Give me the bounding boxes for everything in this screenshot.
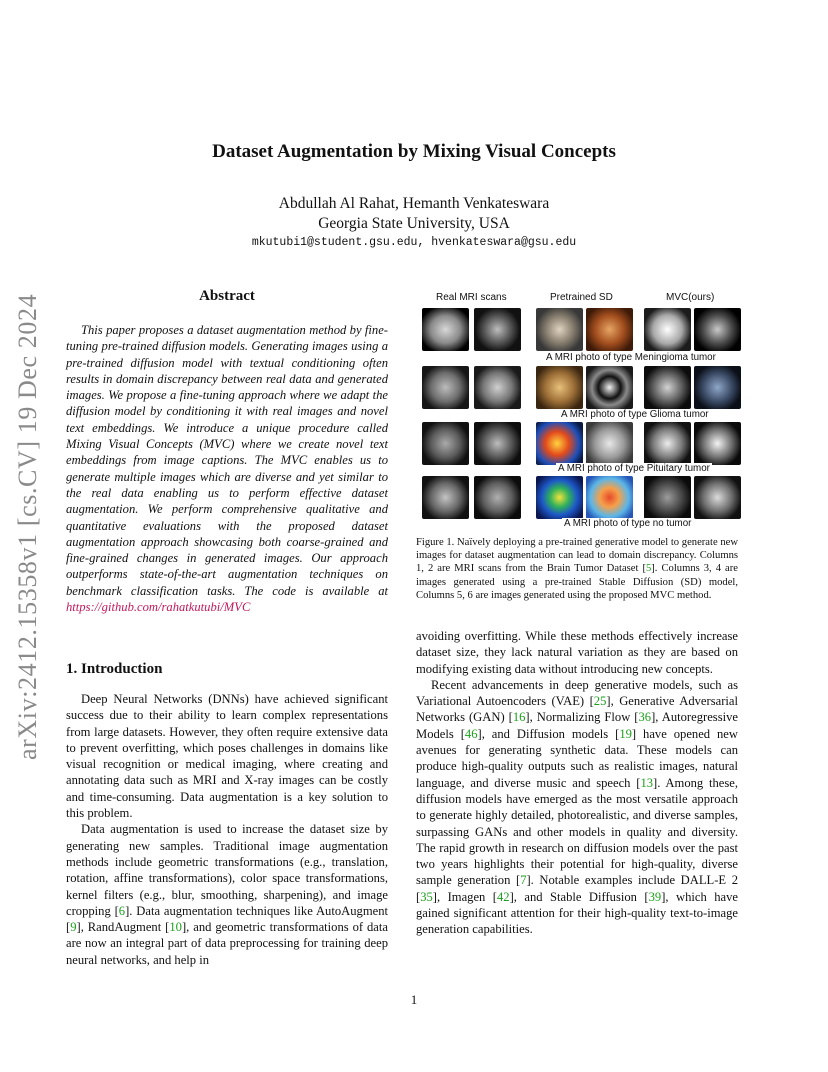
figure-header-mvc: MVC(ours) (666, 292, 715, 303)
citation-link[interactable]: 25 (593, 694, 607, 709)
citation-link[interactable]: 9 (70, 920, 77, 935)
text-run: ], Generative Adversarial Networks (GAN) [ (416, 694, 738, 725)
paper-affiliation: Georgia State University, USA (318, 215, 510, 232)
text-run: Recent advancements in deep generative models, such as Variational Autoencoders (VAE) [ (416, 677, 738, 709)
author-emails: mkutubi1@student.gsu.edu, hvenkateswara@gsu.edu (251, 236, 577, 249)
mri-scan-image (474, 476, 521, 519)
citation-link[interactable]: 46 (464, 726, 478, 741)
citation-link[interactable]: 13 (640, 775, 654, 790)
generated-image (586, 366, 633, 409)
intro-heading: 1. Introduction (66, 661, 163, 677)
text-run: Data augmentation is used to increase the dataset size by generating new samples. Traditional image augmentation methods include geometric transformations (e.g., translation, rotation, affine transformations), color space transformations, kernel filters (e.g., blur, smoothing, sharpening), and image cropping [ (66, 822, 388, 918)
abstract-section (66, 322, 388, 615)
left-column-body (66, 691, 388, 968)
code-link[interactable]: https://github.com/rahatkutubi/MVC (66, 600, 251, 615)
text-run: ], Autoregressive Models [ (416, 710, 738, 741)
citation-link[interactable]: 10 (169, 920, 182, 935)
intro-paragraph-1: Deep Neural Networks (DNNs) have achieved significant success due to their ability to learn complex representations from large datasets. However, they often require extensive data to prevent overfitting, which poses challenges in domains like visual recognition or medical imaging, where creating and annotating data such as MRI and X-ray images can be costly and time-consuming. Data augmentation is a key solution to this problem. (66, 692, 388, 821)
figure-1-caption (416, 536, 738, 602)
citation-link[interactable]: 16 (512, 710, 526, 725)
mri-scan-image (474, 308, 521, 351)
paper-title: Dataset Augmentation by Mixing Visual Concepts (212, 141, 616, 162)
intro-paragraph-3: avoiding overfitting. While these methods effectively increase dataset size, they lack natural variation as they are based on modifying existing data without introducing new concepts. (416, 629, 738, 676)
citation-link[interactable]: 19 (619, 726, 632, 741)
text-run: ], and Diffusion models [ (477, 726, 620, 741)
abstract-paragraph (66, 322, 388, 615)
generated-image (536, 308, 583, 351)
mri-scan-image (422, 476, 469, 519)
text-run: ], and geometric transformations of data are now an integral part of data preprocessing for training deep neural networks, and help in (66, 920, 388, 967)
right-column-body (416, 628, 738, 938)
text-run: ], which have gained significant attention for their high-quality text-to-image generation capabilities. (416, 889, 738, 937)
arxiv-stamp: arXiv:2412.15358v1 [cs.CV] 19 Dec 2024 (13, 293, 42, 760)
generated-image (694, 366, 741, 409)
text-run: Figure 1. Naïvely deploying a pre-trained generative model to generate new images for dataset augmentation can lead to domain discrepancy. Columns 1, 2 are MRI scans from the Brain Tumor Dataset [ (416, 537, 738, 575)
generated-image (586, 308, 633, 351)
row-label: A MRI photo of type Pituitary tumor (558, 463, 710, 474)
text-run: ], Imagen [ (432, 889, 497, 904)
abstract-text: This paper proposes a dataset augmentation method by fine-tuning pre-trained diffusion models. Generating images using a pre-trained diffusion model with textual conditioning often results in domain discrepancy between real data and generated images. We propose a fine-tuning approach where we adapt the diffusion model by conditioning it with real images and novel text embeddings. We introduce a unique procedure called Mixing Visual Concepts (MVC) where we create novel text embeddings from image captions. The MVC enables us to generate multiple images which are diverse and yet similar to the real data enabling us to perform effective dataset augmentation. We perform comprehensive qualitative and quantitative evaluations with the proposed dataset augmentation approach showcasing both coarse-grained and fine-grained changes in generated images. Our approach outperforms state-of-the-art augmentation techniques on benchmark classification tasks. The code is available at (66, 323, 388, 598)
generated-image (694, 308, 741, 351)
generated-image (536, 422, 583, 465)
intro-paragraph-4 (416, 677, 738, 938)
generated-image (536, 476, 583, 519)
figure-header-pretrained: Pretrained SD (550, 292, 613, 303)
generated-image (536, 366, 583, 409)
generated-image (644, 366, 691, 409)
text-run: ]. Columns 3, 4 are images generated using a pre-trained Stable Diffusion (SD) model, Columns 5, 6 are images generated using the proposed MVC method. (416, 563, 738, 601)
generated-image (644, 476, 691, 519)
page-number: 1 (410, 992, 418, 1007)
text-run: ]. Data augmentation techniques like AutoAugment [ (66, 903, 388, 935)
citation-link[interactable]: 39 (648, 889, 662, 904)
mri-scan-image (422, 308, 469, 351)
abstract-heading: Abstract (199, 288, 255, 304)
row-label: A MRI photo of type Glioma tumor (561, 409, 709, 420)
generated-image (644, 308, 691, 351)
citation-link[interactable]: 35 (420, 889, 433, 904)
generated-image (694, 476, 741, 519)
text-run: ] have opened new avenues for generating synthetic data. These models can produce high-quality outputs such as realistic images, natural language, and diverse music and speech [ (416, 726, 738, 790)
text-run: ], Normalizing Flow [ (525, 710, 639, 725)
paper-authors: Abdullah Al Rahat, Hemanth Venkateswara (278, 195, 550, 212)
figure-header-real: Real MRI scans (436, 292, 507, 303)
intro-paragraph-2 (66, 821, 388, 968)
text-run: ]. Among these, diffusion models have emerged as the most versatile approach to generate highly detailed, photorealistic, and diverse samples, surpassing GANs and other models in quality and diversity. The rapid growth in research on diffusion models over the past two years highlights their potential for high-quality, diverse sample generation [ (416, 775, 738, 888)
figure-1 (416, 292, 742, 532)
generated-image (586, 476, 633, 519)
text-run: ], RandAugment [ (76, 920, 170, 935)
citation-link[interactable]: 5 (645, 563, 652, 575)
text-run: ], and Stable Diffusion [ (509, 889, 649, 904)
mri-scan-image (474, 422, 521, 465)
generated-image (586, 422, 633, 465)
mri-scan-image (422, 422, 469, 465)
text-run: ]. Notable examples include DALL-E 2 [ (416, 873, 738, 904)
mri-scan-image (422, 366, 469, 409)
row-label: A MRI photo of type Meningioma tumor (546, 352, 716, 363)
citation-link[interactable]: 6 (118, 903, 126, 918)
generated-image (694, 422, 741, 465)
generated-image (644, 422, 691, 465)
citation-link[interactable]: 7 (520, 873, 527, 888)
row-label: A MRI photo of type no tumor (564, 518, 692, 529)
mri-scan-image (474, 366, 521, 409)
citation-link[interactable]: 42 (496, 889, 510, 904)
citation-link[interactable]: 36 (638, 710, 652, 725)
